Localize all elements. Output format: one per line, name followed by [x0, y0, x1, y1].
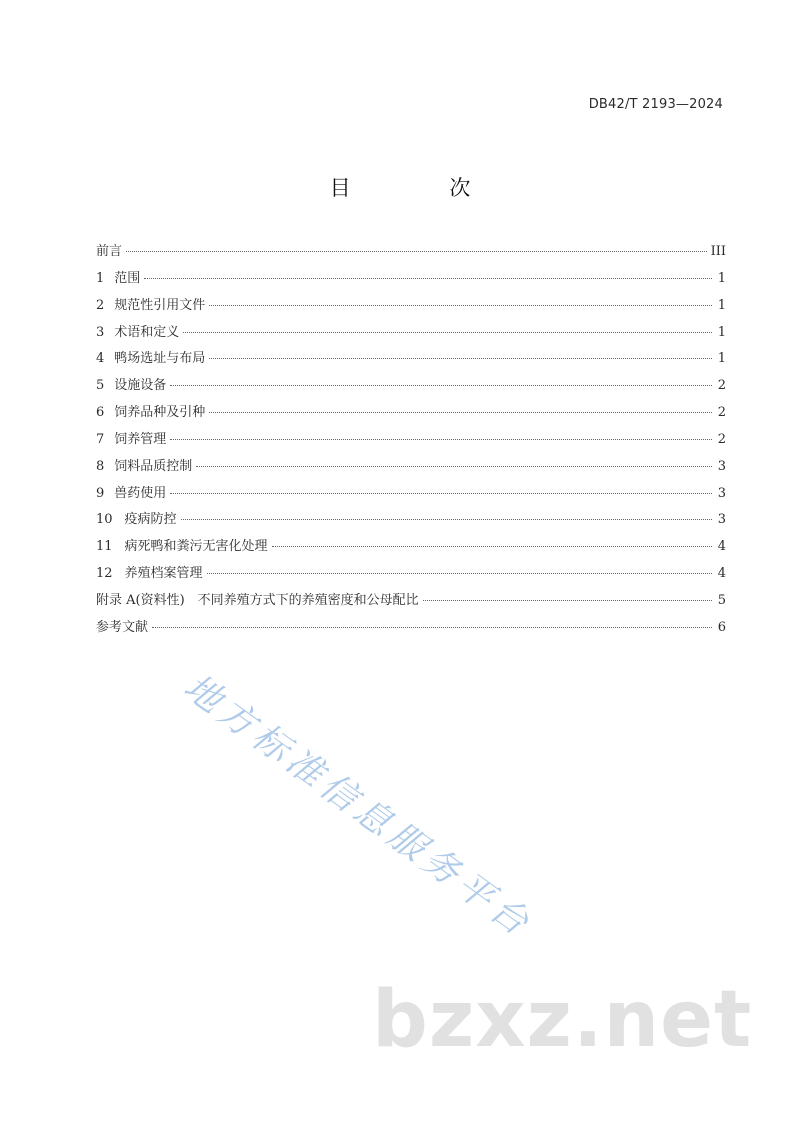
toc-entry-number: 6: [96, 405, 105, 421]
toc-entry-number: 1: [96, 270, 105, 286]
toc-entry-page: 4: [717, 539, 726, 555]
toc-entry-number: 2: [96, 297, 105, 313]
toc-entry-label: 饲养品种及引种: [114, 405, 206, 421]
toc-entry-label: 鸭场选址与布局: [114, 351, 206, 367]
toc-entry-label: 养殖档案管理: [124, 566, 203, 582]
toc-entry[interactable]: [96, 535, 726, 562]
toc-dot-leader: [207, 573, 712, 574]
toc-entry-page: 5: [717, 592, 726, 608]
toc-entry-page: 1: [717, 297, 726, 313]
toc-entry-label: 病死鸭和粪污无害化处理: [124, 539, 268, 555]
toc-entry[interactable]: [96, 589, 726, 616]
toc-entry-label: 饲料品质控制: [114, 458, 193, 474]
document-number: DB42/T 2193—2024: [588, 97, 723, 112]
toc-dot-leader: [209, 305, 712, 306]
toc-entry[interactable]: [96, 267, 726, 294]
toc-entry-number: 4: [96, 351, 105, 367]
table-of-contents: [96, 240, 726, 643]
toc-entry-label: 术语和定义: [114, 324, 180, 340]
page-title: 目 次: [329, 176, 517, 200]
toc-dot-leader: [170, 439, 712, 440]
toc-dot-leader: [144, 278, 712, 279]
toc-entry-page: 3: [717, 458, 726, 474]
toc-entry[interactable]: [96, 508, 726, 535]
toc-dot-leader: [152, 627, 712, 628]
toc-entry-page: 1: [717, 270, 726, 286]
toc-entry[interactable]: [96, 562, 726, 589]
toc-entry-page: 2: [717, 431, 726, 447]
toc-entry-page: 6: [717, 619, 726, 635]
toc-entry[interactable]: [96, 455, 726, 482]
toc-entry-label: 参考文献: [96, 619, 149, 635]
toc-entry-page: 1: [717, 324, 726, 340]
toc-entry-label: 范围: [114, 270, 141, 286]
toc-entry[interactable]: [96, 428, 726, 455]
toc-entry-number: 9: [96, 485, 105, 501]
toc-dot-leader: [170, 493, 712, 494]
toc-dot-leader: [272, 546, 712, 547]
toc-entry-label: 规范性引用文件: [114, 297, 206, 313]
toc-entry[interactable]: [96, 321, 726, 348]
toc-dot-leader: [423, 600, 712, 601]
toc-entry-page: 2: [717, 378, 726, 394]
toc-entry-label: 附录 A(资料性) 不同养殖方式下的养殖密度和公母配比: [96, 592, 419, 608]
toc-entry-number: 5: [96, 378, 105, 394]
toc-entry-page: 2: [717, 405, 726, 421]
toc-entry-number: 10: [96, 512, 113, 528]
toc-entry[interactable]: [96, 347, 726, 374]
toc-dot-leader: [196, 466, 712, 467]
toc-entry-label: 饲养管理: [114, 431, 167, 447]
platform-watermark: 地方标准信息服务平台: [176, 666, 541, 947]
toc-entry-label: 设施设备: [114, 378, 167, 394]
toc-dot-leader: [183, 332, 712, 333]
toc-dot-leader: [126, 251, 707, 252]
toc-entry[interactable]: [96, 616, 726, 643]
toc-dot-leader: [209, 412, 712, 413]
toc-entry-label: 疫病防控: [124, 512, 177, 528]
toc-entry-number: 8: [96, 458, 105, 474]
toc-entry-number: 7: [96, 431, 105, 447]
toc-dot-leader: [170, 385, 712, 386]
toc-entry-page: III: [710, 244, 726, 259]
toc-entry[interactable]: [96, 482, 726, 509]
toc-entry-page: 1: [717, 351, 726, 367]
toc-dot-leader: [209, 358, 712, 359]
toc-dot-leader: [181, 519, 712, 520]
toc-entry-number: 12: [96, 566, 113, 582]
toc-entry-page: 3: [717, 485, 726, 501]
toc-entry-label: 兽药使用: [114, 485, 167, 501]
toc-entry-number: 11: [96, 539, 113, 555]
toc-entry-page: 4: [717, 566, 726, 582]
toc-entry[interactable]: [96, 294, 726, 321]
toc-entry-label: 前言: [96, 244, 123, 259]
toc-entry[interactable]: [96, 374, 726, 401]
toc-entry[interactable]: [96, 240, 726, 267]
toc-entry[interactable]: [96, 401, 726, 428]
toc-entry-page: 3: [717, 512, 726, 528]
site-watermark: bzxz.net: [372, 975, 753, 1065]
toc-entry-number: 3: [96, 324, 105, 340]
